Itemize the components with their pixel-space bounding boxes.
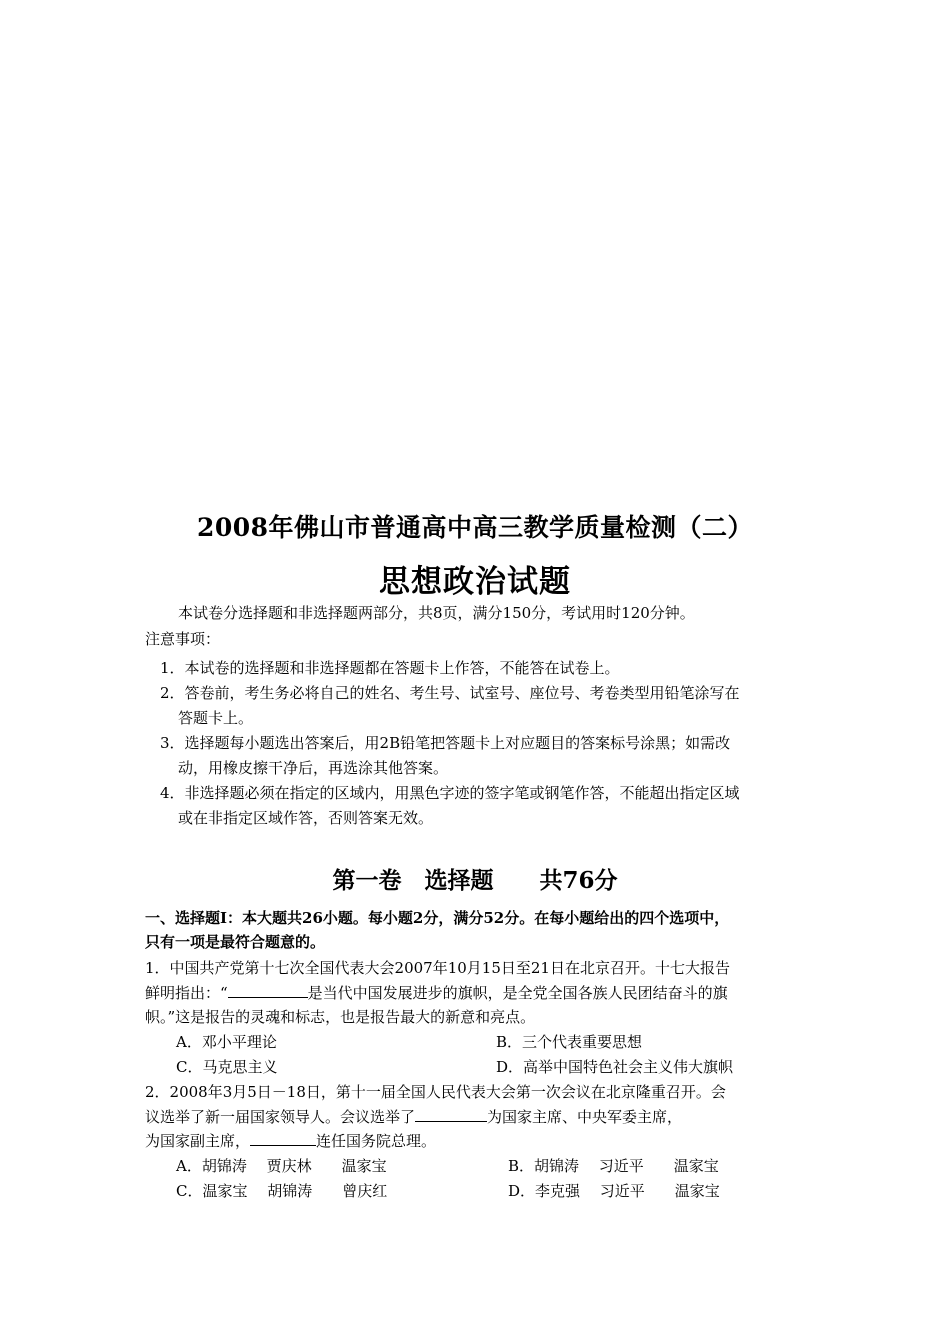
question-2-text-line3 (145, 1129, 436, 1153)
notice-item-3-cont: 动，用橡皮擦干净后，再选涂其他答案。 (178, 759, 449, 777)
answer-blank (228, 981, 308, 998)
notice-item-4: 4．非选择题必须在指定的区域内，用黑色字迹的签字笔或钢笔作答，不能超出指定区域 (160, 784, 740, 802)
question-1-text-part: 鲜明指出：“ (145, 984, 228, 1002)
section-instruction-cont: 只有一项是最符合题意的。 (145, 933, 326, 951)
question-1-option-d: D．高举中国特色社会主义伟大旗帜 (496, 1058, 734, 1076)
question-1-text-part: 是当代中国发展进步的旗帜，是全党全国各族人民团结奋斗的旗 (307, 984, 728, 1002)
question-2-text-part: 连任国务院总理。 (316, 1132, 437, 1150)
question-1-option-c: C．马克思主义 (176, 1058, 278, 1076)
question-1-text: 1．中国共产党第十七次全国代表大会2007年10月15日至21日在北京召开。十七大报告 (145, 959, 730, 977)
question-2-text-part: 为国家主席、中央军委主席， (487, 1108, 683, 1126)
question-2-text-part: 为国家副主席， (145, 1132, 251, 1150)
question-1-option-b: B．三个代表重要思想 (496, 1033, 643, 1051)
question-2-option-b: B．胡锦涛 习近平 温家宝 (508, 1157, 719, 1175)
answer-blank (250, 1129, 316, 1146)
question-2-text: 2．2008年3月5日－18日，第十一届全国人民代表大会第一次会议在北京隆重召开。会 (145, 1083, 726, 1101)
question-1-option-a: A．邓小平理论 (176, 1033, 277, 1051)
section-title: 第一卷 选择题 共76分 (332, 867, 618, 894)
question-2-option-d: D．李克强 习近平 温家宝 (508, 1182, 720, 1200)
exam-subject-title: 思想政治试题 (379, 564, 571, 600)
intro-text: 本试卷分选择题和非选择题两部分，共8页，满分150分，考试用时120分钟。 (178, 604, 695, 622)
question-2-text-part: 议选举了新一届国家领导人。会议选举了 (145, 1108, 416, 1126)
notice-label: 注意事项： (145, 630, 221, 648)
question-2-option-a: A．胡锦涛 贾庆林 温家宝 (176, 1157, 387, 1175)
notice-item-1: 1．本试卷的选择题和非选择题都在答题卡上作答，不能答在试卷上。 (160, 659, 620, 677)
question-1-text-line3: 帜。”这是报告的灵魂和标志，也是报告最大的新意和亮点。 (145, 1008, 536, 1026)
question-1-text-line2 (145, 981, 728, 1005)
notice-item-4-cont: 或在非指定区域作答，否则答案无效。 (178, 809, 434, 827)
notice-item-2-cont: 答题卡上。 (178, 709, 254, 727)
answer-blank (415, 1105, 487, 1122)
question-2-option-c: C．温家宝 胡锦涛 曾庆红 (176, 1182, 388, 1200)
section-instruction: 一、选择题Ⅰ：本大题共26小题。每小题2分，满分52分。在每小题给出的四个选项中， (145, 909, 730, 927)
question-2-text-line2 (145, 1105, 682, 1129)
notice-item-3: 3．选择题每小题选出答案后，用2B铅笔把答题卡上对应题目的答案标号涂黑；如需改 (160, 734, 731, 752)
exam-title: 2008年佛山市普通高中高三教学质量检测（二） (196, 513, 754, 542)
notice-item-2: 2．答卷前，考生务必将自己的姓名、考生号、试室号、座位号、考卷类型用铅笔涂写在 (160, 684, 740, 702)
